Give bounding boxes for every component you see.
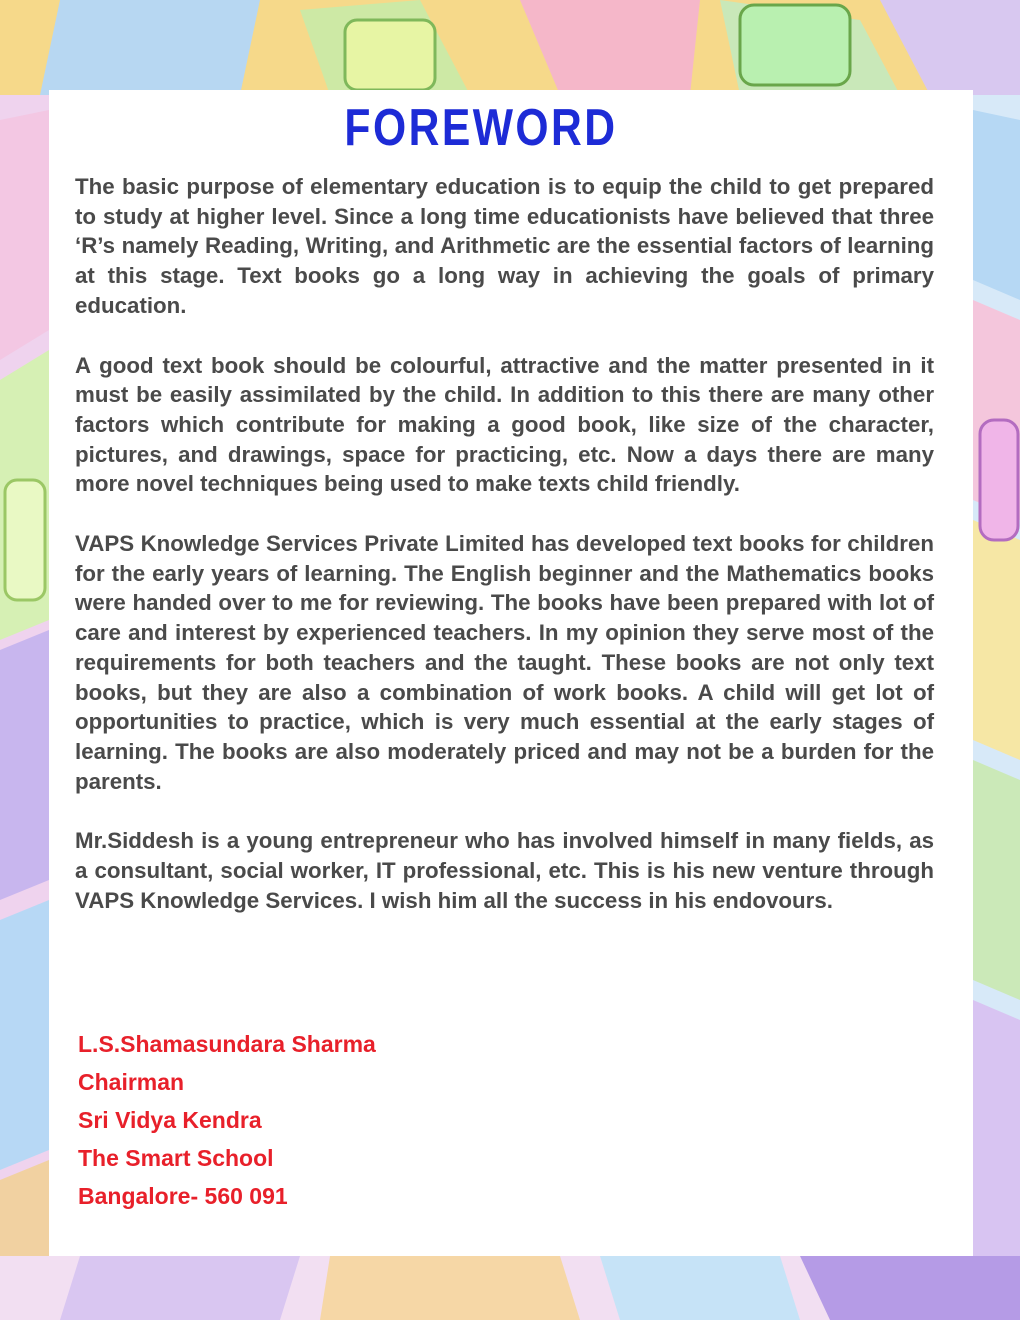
paragraph-1: The basic purpose of elementary education is to equip the child to get prepared to study at higher level. Since a long time educationists have believed that three ‘R’s namely Reading, Writing, and Arithmetic are the essential factors of learning at this stage. Text books go a long way in achieving the goals of primary education. — [75, 174, 934, 318]
signatory-location: Bangalore- 560 091 — [78, 1183, 288, 1209]
signatory-school: The Smart School — [78, 1145, 274, 1171]
paragraph-4: Mr.Siddesh is a young entrepreneur who has involved himself in many fields, as a consultant, social worker, IT professional, etc. This is his new venture through VAPS Knowledge Services. I wish him all the success in his endovours. — [75, 828, 934, 913]
signature-block — [78, 1025, 376, 1215]
signatory-position: Chairman — [78, 1069, 185, 1095]
foreword-panel — [49, 90, 973, 1256]
paragraph-3: VAPS Knowledge Services Private Limited has developed text books for children for the early years of learning. The English beginner and the Mathematics books were handed over to me for reviewing. The books have been prepared with lot of care and interest by experienced teachers. In my opinion they serve most of the requirements for both teachers and the taught. These books are not only text books, but they are also a combination of work books. A child will get lot of opportunities to practice, which is very much essential at the early stages of learning. The books are also moderately priced and may not be a burden for the parents. — [75, 531, 934, 794]
page-title: FOREWORD — [344, 99, 618, 157]
signatory-name: L.S.Shamasundara Sharma — [78, 1031, 376, 1057]
signatory-organization: Sri Vidya Kendra — [78, 1107, 262, 1133]
paragraph-2: A good text book should be colourful, attractive and the matter presented in it must be easily assimilated by the child. In addition to this there are many other factors which contribute for making a good book, like size of the character, pictures, and drawings, space for practicing, etc. Now a days there are many more novel techniques being used to make texts child friendly. — [75, 352, 934, 497]
foreword-body — [75, 172, 934, 945]
